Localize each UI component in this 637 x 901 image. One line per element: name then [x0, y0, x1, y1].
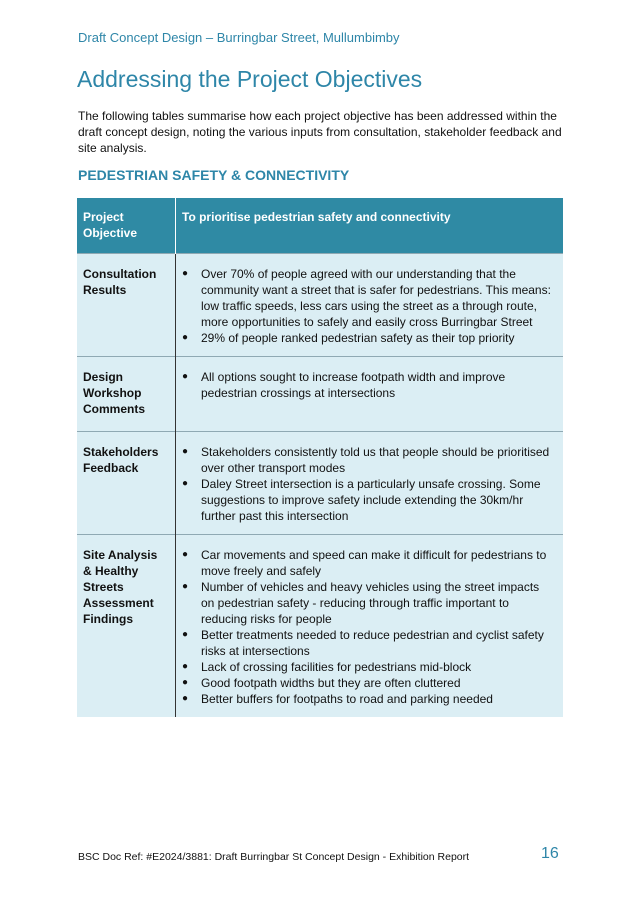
- row-label: Site Analysis & Healthy Streets Assessment Findings: [77, 535, 176, 718]
- section-heading: PEDESTRIAN SAFETY & CONNECTIVITY: [78, 167, 350, 183]
- intro-paragraph: The following tables summarise how each project objective has been addressed within the draft concept design, noting the various inputs from consultation, stakeholder feedback and site analysis.: [78, 109, 562, 155]
- page-number: 16: [541, 845, 559, 862]
- list-item-text: 29% of people ranked pedestrian safety as their top priority: [201, 331, 515, 345]
- list-item: [180, 330, 555, 346]
- bullet-icon: ●: [182, 371, 189, 382]
- list-item: [180, 444, 555, 476]
- table-header-project-objective: Project Objective: [77, 198, 176, 254]
- bullet-icon: ●: [182, 581, 189, 592]
- row-content: [176, 432, 564, 535]
- bullet-icon: ●: [182, 478, 189, 489]
- page-title: Addressing the Project Objectives: [77, 66, 423, 92]
- list-item: [180, 266, 555, 330]
- row-content: [176, 535, 564, 718]
- list-item: [180, 627, 555, 659]
- bullet-list: [180, 369, 555, 401]
- list-item-text: Good footpath widths but they are often cluttered: [201, 676, 461, 690]
- table-row-site-analysis: [77, 535, 563, 718]
- bullet-icon: ●: [182, 446, 189, 457]
- list-item: [180, 691, 555, 707]
- table-row-stakeholders: [77, 432, 563, 535]
- list-item: [180, 476, 555, 524]
- list-item-text: All options sought to increase footpath width and improve pedestrian crossings at intersections: [201, 370, 506, 400]
- bullet-icon: ●: [182, 677, 189, 688]
- row-label: Design Workshop Comments: [77, 357, 176, 432]
- table-row-consultation: [77, 254, 563, 357]
- list-item-text: Number of vehicles and heavy vehicles using the street impacts on pedestrian safety - reducing through traffic important to reducing risks for people: [201, 580, 540, 626]
- bullet-icon: ●: [182, 661, 189, 672]
- list-item: [180, 659, 555, 675]
- list-item-text: Over 70% of people agreed with our understanding that the community want a street that is safer for pedestrians. This means: low traffic speeds, less cars using the street as a through route, more opportunities to safely and easily cross Burringbar Street: [201, 267, 551, 329]
- list-item: [180, 369, 555, 401]
- list-item-text: Daley Street intersection is a particularly unsafe crossing. Some suggestions to improve safety include extending the 30km/hr further past this intersection: [201, 477, 541, 523]
- row-label: Consultation Results: [77, 254, 176, 357]
- list-item-text: Better treatments needed to reduce pedestrian and cyclist safety risks at intersections: [201, 628, 544, 658]
- bullet-icon: ●: [182, 268, 189, 279]
- table-row-design-workshop: [77, 357, 563, 432]
- running-header-title: Draft Concept Design – Burringbar Street, Mullumbimby: [78, 30, 400, 45]
- bullet-list: [180, 444, 555, 524]
- list-item-text: Stakeholders consistently told us that people should be prioritised over other transport modes: [201, 445, 550, 475]
- bullet-icon: ●: [182, 629, 189, 640]
- list-item: [180, 579, 555, 627]
- bullet-icon: ●: [182, 549, 189, 560]
- table-header-row: [77, 198, 563, 254]
- bullet-icon: ●: [182, 332, 189, 343]
- bullet-list: [180, 266, 555, 346]
- footer-document-reference: BSC Doc Ref: #E2024/3881: Draft Burringbar St Concept Design - Exhibition Report: [78, 851, 470, 863]
- list-item-text: Lack of crossing facilities for pedestrians mid-block: [201, 660, 472, 674]
- list-item-text: Better buffers for footpaths to road and parking needed: [201, 692, 493, 706]
- list-item: [180, 547, 555, 579]
- row-content: [176, 254, 564, 357]
- objectives-table: [77, 198, 563, 717]
- table-header-objective-text: To prioritise pedestrian safety and connectivity: [176, 198, 564, 254]
- list-item-text: Car movements and speed can make it difficult for pedestrians to move freely and safely: [201, 548, 547, 578]
- row-content: [176, 357, 564, 432]
- bullet-list: [180, 547, 555, 707]
- bullet-icon: ●: [182, 693, 189, 704]
- row-label: Stakeholders Feedback: [77, 432, 176, 535]
- list-item: [180, 675, 555, 691]
